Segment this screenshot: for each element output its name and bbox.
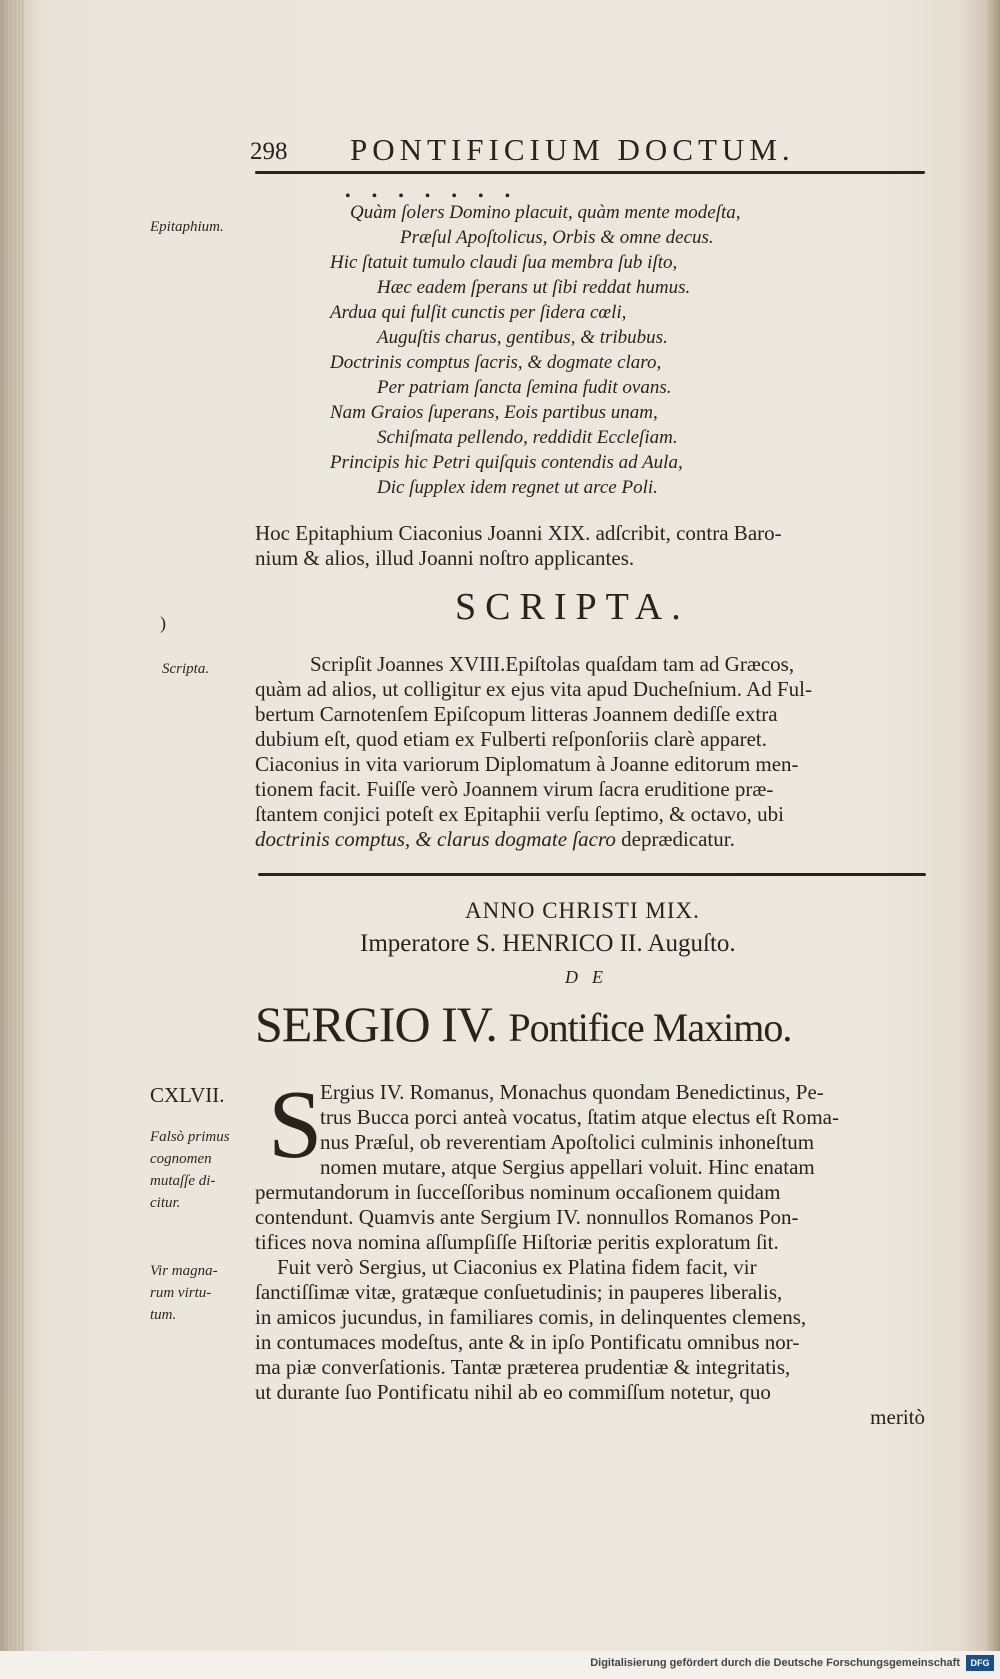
text-line: nus Præſul, ob reverentiam Apoſtolici culminis inhoneſtum xyxy=(320,1130,815,1154)
page-heading: PONTIFICIUM DOCTUM. xyxy=(350,132,795,167)
margin-note-vir xyxy=(150,1260,218,1326)
text-line: nomen mutare, atque Sergius appellari voluit. Hinc enatam xyxy=(320,1155,815,1179)
verse-line: Schiſmata pellendo, reddidit Eccleſiam. xyxy=(377,427,678,448)
note-line: cognomen xyxy=(150,1151,212,1167)
note-line: Vir magna- xyxy=(150,1263,218,1279)
text-line: dubium eſt, quod etiam ex Fulberti reſponſoriis clarè apparet. xyxy=(255,727,768,751)
scripta-paragraph xyxy=(255,652,925,852)
chapter-number: CXLVII. xyxy=(150,1083,225,1107)
note-line: tum. xyxy=(150,1307,177,1323)
header-rule xyxy=(255,171,925,174)
verse-line: Hæc eadem ſperans ut ſibi reddat humus. xyxy=(377,277,691,298)
text-line: quàm ad alios, ut colligitur ex ejus vita apud Ducheſnium. Ad Ful- xyxy=(255,677,812,701)
text-line: bertum Carnotenſem Epiſcopum litteras Joannem dediſſe extra xyxy=(255,702,778,726)
verse-line: Doctrinis comptus ſacris, & dogmate claro, xyxy=(330,352,662,373)
verse-line: Præſul Apoſtolicus, Orbis & omne decus. xyxy=(400,227,714,248)
page-number: 298 xyxy=(250,138,288,165)
section-rule xyxy=(258,873,926,876)
text-line: Ergius IV. Romanus, Monachus quondam Benedictinus, Pe- xyxy=(320,1080,824,1104)
body-paragraph-start xyxy=(320,1080,925,1180)
body-paragraph xyxy=(255,1180,925,1430)
text-line: Scripſit Joannes XVIII.Epiſtolas quaſdam tam ad Græcos, xyxy=(310,652,795,676)
text-line: in amicos jucundus, in familiares comis, in delinquentes clemens, xyxy=(255,1305,807,1329)
note-line: rum virtu- xyxy=(150,1285,212,1301)
text-line: ma piæ converſationis. Tantæ præterea prudentiæ & integritatis, xyxy=(255,1355,791,1379)
text-line: tionem facit. Fuiſſe verò Joannem virum ſacra eruditione præ- xyxy=(255,777,774,801)
text-line: Ciaconius in vita variorum Diplomatum à Joanne editorum men- xyxy=(255,752,799,776)
text-line xyxy=(255,827,925,852)
text-line: contendunt. Quamvis ante Sergium IV. nonnullos Romanos Pon- xyxy=(255,1205,799,1229)
epitaph-note xyxy=(255,521,925,571)
verse-line: Nam Graios ſuperans, Eois partibus unam, xyxy=(330,402,658,423)
catchword: meritò xyxy=(870,1405,925,1429)
imperatore-heading: Imperatore S. HENRICO II. Auguſto. xyxy=(360,930,736,957)
margin-note-falso xyxy=(150,1126,230,1214)
epitaph-verses xyxy=(255,200,895,500)
text-line: nium & alios, illud Joanni noſtro applicantes. xyxy=(255,546,635,570)
text-tail: deprædicatur. xyxy=(615,827,735,851)
footer-band xyxy=(0,1651,1000,1679)
verse-line: Ardua qui fulſit cunctis per ſidera cœli, xyxy=(330,302,627,323)
note-line: Falsò primus xyxy=(150,1129,230,1145)
footer-credit: Digitalisierung gefördert durch die Deutsche Forschungsgemeinschaft xyxy=(590,1657,960,1669)
section-heading-scripta: SCRIPTA. xyxy=(455,586,690,628)
text-line: trus Bucca porci anteà vocatus, ſtatim atque electus eſt Roma- xyxy=(320,1105,839,1129)
margin-bracket: ) xyxy=(160,613,166,633)
verse-line: Hic ſtatuit tumulo claudi ſua membra ſub iſto, xyxy=(330,252,678,273)
ornamental-dots: ••••••• xyxy=(345,188,532,205)
verse-line: Auguſtis charus, gentibus, & tribubus. xyxy=(377,327,668,348)
note-line: mutaſſe di- xyxy=(150,1173,216,1189)
verse-line: Dic ſupplex idem regnet ut arce Poli. xyxy=(377,477,658,498)
text-line: ſtantem conjici poteſt ex Epitaphii verſu ſeptimo, & octavo, ubi xyxy=(255,802,784,826)
note-line: citur. xyxy=(150,1195,181,1211)
text-line: in contumaces modeſtus, ante & in ipſo Pontificatu omnibus nor- xyxy=(255,1330,800,1354)
margin-note-scripta: Scripta. xyxy=(162,661,210,677)
text-line: ut durante ſuo Pontificatu nihil ab eo commiſſum notetur, quo xyxy=(255,1380,771,1404)
text-line: ſanctiſſimæ vitæ, gratæque conſuetudinis; in pauperes liberalis, xyxy=(255,1280,783,1304)
chapter-title-main: SERGIO IV. xyxy=(255,996,497,1052)
de-label: DE xyxy=(565,967,617,987)
running-head xyxy=(250,130,920,170)
dfg-logo: DFG xyxy=(966,1655,994,1671)
text-line: tifices nova nomina aſſumpſiſſe Hiſtoriæ peritis exploratum ſit. xyxy=(255,1230,779,1254)
drop-cap: S xyxy=(268,1071,323,1179)
text-line: permutandorum in ſucceſſoribus nominum occaſionem quidam xyxy=(255,1180,781,1204)
anno-heading: ANNO CHRISTI MIX. xyxy=(465,898,700,923)
margin-note-epitaph: Epitaphium. xyxy=(150,219,224,235)
chapter-title xyxy=(255,995,791,1053)
text-line: Fuit verò Sergius, ut Ciaconius ex Platina fidem facit, vir xyxy=(277,1255,757,1279)
page-edge-shading xyxy=(0,0,24,1679)
text-line: Hoc Epitaphium Ciaconius Joanni XIX. adſcribit, contra Baro- xyxy=(255,521,782,545)
chapter-title-rest: Pontifice Maximo. xyxy=(508,1005,792,1050)
verse-line: Principis hic Petri quiſquis contendis ad Aula, xyxy=(330,452,683,473)
verse-line: Per patriam ſancta ſemina fudit ovans. xyxy=(377,377,672,398)
italic-phrase: doctrinis comptus, & clarus dogmate ſacro xyxy=(255,827,616,851)
verse-line: Quàm ſolers Domino placuit, quàm mente modeſta, xyxy=(350,202,741,223)
